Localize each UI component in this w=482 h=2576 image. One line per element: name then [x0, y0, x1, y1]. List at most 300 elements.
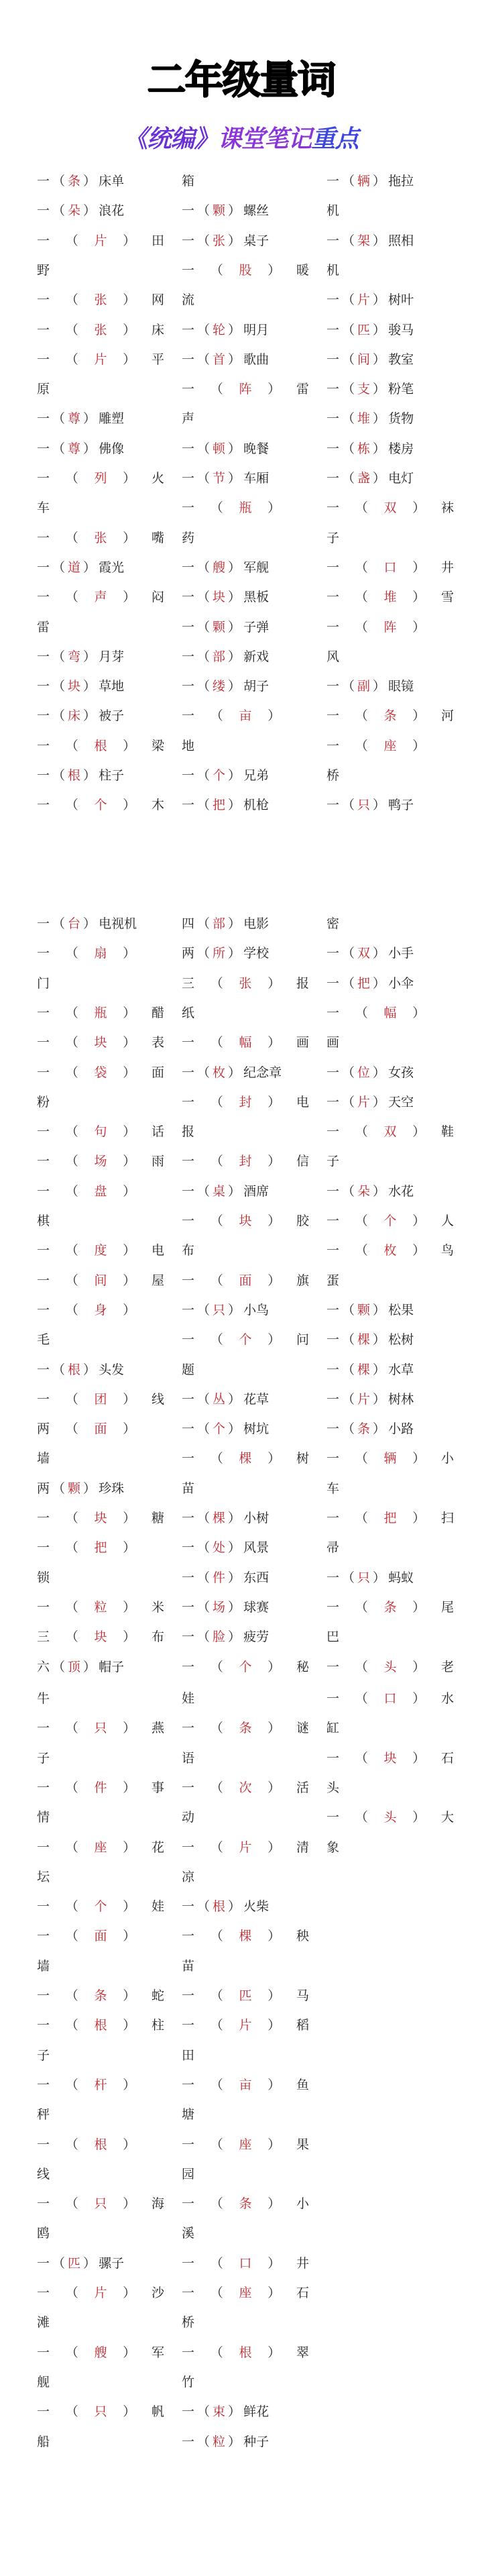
- entry-number: 一: [326, 798, 340, 812]
- entry-spacer: [152, 1921, 164, 1951]
- entry-continuation: 田: [182, 2048, 195, 2063]
- close-paren: ）: [123, 1511, 136, 1525]
- open-paren: （: [197, 620, 210, 635]
- entry-noun: 表: [151, 1035, 164, 1050]
- open-paren: （: [65, 1780, 78, 1795]
- open-paren: （: [52, 203, 66, 218]
- close-paren: ）: [267, 1780, 281, 1795]
- entry-number: 一: [326, 590, 340, 604]
- entry-number: 一: [37, 1065, 50, 1080]
- open-paren: （: [342, 323, 355, 337]
- measure-word-entry: [326, 1743, 454, 1773]
- close-paren: ）: [123, 233, 136, 248]
- entry-noun: 小: [296, 2196, 309, 2211]
- close-paren: ）: [412, 1691, 426, 1706]
- entry-number: 一: [182, 2286, 195, 2300]
- measure-word-entry: [37, 196, 164, 225]
- entry-continuation: 坛: [37, 1870, 50, 1884]
- open-paren: （: [65, 1988, 78, 2003]
- measure-word: 道: [68, 560, 81, 575]
- open-paren: （: [210, 2256, 223, 2271]
- close-paren: ）: [267, 1929, 281, 1943]
- measure-word: 块: [383, 1751, 397, 1766]
- measure-word-entry: [182, 2041, 309, 2070]
- entry-number: 一: [326, 233, 340, 248]
- entry-spacer: [441, 731, 454, 761]
- entry-noun: 鲜花: [243, 2404, 269, 2419]
- open-paren: （: [342, 174, 355, 189]
- close-paren: ）: [123, 2286, 136, 2300]
- entry-number: 一: [37, 2137, 50, 2152]
- measure-word: 片: [94, 352, 107, 367]
- open-paren: （: [52, 174, 66, 189]
- measure-word-entry: [326, 1206, 454, 1236]
- close-paren: ）: [373, 976, 386, 991]
- measure-word-entry: [326, 1563, 454, 1593]
- entry-noun: 小: [440, 1451, 454, 1466]
- entry-continuation: 车: [326, 1481, 340, 1496]
- open-paren: （: [65, 1154, 78, 1169]
- close-paren: ）: [267, 1214, 281, 1228]
- entry-continuation: 布: [182, 1243, 195, 1258]
- open-paren: （: [65, 1065, 78, 1080]
- entry-noun: 歌曲: [243, 352, 269, 367]
- open-paren: （: [210, 1929, 223, 1943]
- measure-word-entry: [182, 1533, 309, 1562]
- entry-noun: 东西: [243, 1570, 269, 1585]
- entry-noun: 人: [440, 1214, 454, 1228]
- measure-word-entry: [182, 553, 309, 582]
- open-paren: （: [52, 1481, 66, 1496]
- entry-continuation: 缸: [326, 1721, 340, 1735]
- entry-continuation: 棋: [37, 1214, 50, 1228]
- close-paren: ）: [412, 708, 426, 723]
- measure-word-entry: [182, 1177, 309, 1206]
- open-paren: （: [342, 1332, 355, 1347]
- entry-number: 一: [326, 1332, 340, 1347]
- entry-continuation: 粉: [37, 1095, 50, 1110]
- close-paren: ）: [267, 2345, 281, 2360]
- measure-word-entry: [182, 2218, 309, 2248]
- entry-noun: 石: [440, 1751, 454, 1766]
- entry-noun: 胶: [296, 1214, 309, 1228]
- close-paren: ）: [267, 500, 281, 515]
- open-paren: （: [65, 1540, 78, 1555]
- measure-word-entry: [182, 1414, 309, 1444]
- measure-word-entry: [37, 2427, 164, 2457]
- entry-noun: 被子: [99, 708, 125, 723]
- open-paren: （: [210, 1988, 223, 2003]
- measure-word-entry: [37, 374, 164, 404]
- close-paren: ）: [123, 1124, 136, 1139]
- close-paren: ）: [123, 1421, 136, 1436]
- entry-noun: 大: [440, 1810, 454, 1825]
- entry-number: 一: [37, 560, 50, 575]
- measure-word: 亩: [239, 2078, 252, 2092]
- entry-noun: 蚂蚁: [388, 1570, 414, 1585]
- entry-number: 一: [182, 1065, 195, 1080]
- entry-number: 一: [182, 1184, 195, 1199]
- close-paren: ）: [267, 1721, 281, 1735]
- measure-word-entry: [37, 315, 164, 345]
- measure-word-entry: [182, 2338, 309, 2367]
- measure-word-entry: [37, 1414, 164, 1444]
- close-paren: ）: [123, 1600, 136, 1615]
- close-paren: ）: [228, 441, 241, 456]
- measure-word: 把: [383, 1511, 397, 1525]
- close-paren: ）: [412, 1243, 426, 1258]
- entry-noun: 草地: [99, 679, 125, 694]
- measure-word-entry: [182, 2308, 309, 2337]
- open-paren: （: [197, 1511, 210, 1525]
- close-paren: ）: [228, 1184, 241, 1199]
- measure-word: 颗: [357, 1303, 371, 1318]
- measure-word-entry: [326, 1533, 454, 1562]
- measure-word: 缕: [213, 679, 226, 694]
- entry-spacer: [152, 1533, 164, 1562]
- entry-number: 一: [182, 1273, 195, 1288]
- measure-word: 弯: [68, 649, 81, 664]
- entry-continuation: 雷: [37, 620, 50, 635]
- open-paren: （: [342, 233, 355, 248]
- measure-word: 扇: [94, 946, 107, 961]
- open-paren: （: [197, 1629, 210, 1644]
- measure-word-entry: [326, 404, 454, 433]
- measure-word: 丛: [213, 1392, 226, 1407]
- close-paren: ）: [228, 2434, 241, 2449]
- close-paren: ）: [123, 1899, 136, 1914]
- close-paren: ）: [123, 1303, 136, 1318]
- measure-word: 封: [239, 1095, 252, 1110]
- entry-noun: 浪花: [99, 203, 125, 218]
- measure-word-entry: [182, 998, 309, 1028]
- measure-word: 粒: [213, 2434, 226, 2449]
- measure-word-entry: [182, 790, 309, 820]
- entry-noun: 木: [151, 798, 164, 812]
- measure-word: 张: [94, 292, 107, 307]
- measure-word-entry: [37, 1652, 164, 1682]
- close-paren: ）: [267, 382, 281, 396]
- measure-word-entry: [37, 642, 164, 672]
- measure-word-entry: [182, 1951, 309, 1981]
- entry-noun: 子弹: [243, 620, 269, 635]
- entry-number: 两: [37, 1421, 50, 1436]
- subtitle: [123, 127, 358, 152]
- entry-noun: 稻: [296, 2018, 309, 2033]
- entry-number: 一: [326, 441, 340, 456]
- close-paren: ）: [123, 292, 136, 307]
- measure-word-entry: [37, 2308, 164, 2337]
- close-paren: ）: [123, 323, 136, 337]
- entry-number: 一: [326, 1691, 340, 1706]
- close-paren: ）: [373, 1303, 386, 1318]
- entry-number: 一: [326, 174, 340, 189]
- measure-word: 只: [213, 1303, 226, 1318]
- entry-number: 一: [326, 1660, 340, 1674]
- measure-word-entry: [326, 1087, 454, 1117]
- measure-word: 块: [68, 679, 81, 694]
- measure-word-entry: [37, 1146, 164, 1176]
- measure-word: 双: [383, 500, 397, 515]
- close-paren: ）: [83, 2256, 97, 2271]
- measure-word: 度: [94, 1243, 107, 1258]
- entry-number: 一: [37, 1780, 50, 1795]
- measure-word-entry: [326, 434, 454, 464]
- entry-noun: 头发: [99, 1362, 125, 1377]
- measure-word: 粒: [94, 1600, 107, 1615]
- measure-word: 堆: [357, 411, 371, 426]
- open-paren: （: [355, 1124, 368, 1139]
- measure-word: 次: [239, 1780, 252, 1795]
- entry-number: 一: [326, 976, 340, 991]
- open-paren: （: [197, 1600, 210, 1615]
- open-paren: （: [65, 1035, 78, 1050]
- open-paren: （: [65, 1600, 78, 1615]
- measure-word-entry: [182, 315, 309, 345]
- close-paren: ）: [123, 1065, 136, 1080]
- entry-noun: 拖拉: [388, 174, 414, 189]
- measure-word-entry: [182, 1921, 309, 1951]
- entry-continuation: 帚: [326, 1540, 340, 1555]
- entry-noun: 眼镜: [388, 679, 414, 694]
- open-paren: （: [355, 1214, 368, 1228]
- close-paren: ）: [228, 323, 241, 337]
- open-paren: （: [52, 768, 66, 783]
- open-paren: （: [342, 679, 355, 694]
- close-paren: ）: [412, 1214, 426, 1228]
- measure-word: 个: [213, 1421, 226, 1436]
- close-paren: ）: [373, 1095, 386, 1110]
- measure-word: 身: [94, 1303, 107, 1318]
- measure-word: 条: [357, 1421, 371, 1436]
- measure-word-entry: [326, 1177, 454, 1206]
- open-paren: （: [210, 1273, 223, 1288]
- measure-word: 部: [213, 649, 226, 664]
- close-paren: ）: [373, 174, 386, 189]
- measure-word: 团: [94, 1392, 107, 1407]
- open-paren: （: [342, 946, 355, 961]
- measure-word-entry: [326, 315, 454, 345]
- entry-number: 一: [37, 739, 50, 753]
- entry-noun: 石: [296, 2286, 309, 2300]
- entry-continuation: 牛: [37, 1691, 50, 1706]
- close-paren: ）: [123, 2137, 136, 2152]
- open-paren: （: [52, 679, 66, 694]
- entry-noun: 霞光: [99, 560, 125, 575]
- measure-word-entry: [37, 998, 164, 1028]
- measure-word: 盘: [94, 1184, 107, 1199]
- entry-noun: 线: [151, 1392, 164, 1407]
- entry-number: 一: [182, 1929, 195, 1943]
- open-paren: （: [65, 2404, 78, 2419]
- entry-continuation: 子: [37, 1751, 50, 1766]
- entry-noun: 雨: [151, 1154, 164, 1169]
- measure-word-entry: [326, 938, 454, 968]
- entry-continuation: 园: [182, 2167, 195, 2182]
- close-paren: ）: [412, 1600, 426, 1615]
- entry-number: 一: [182, 1840, 195, 1855]
- measure-word: 桌: [213, 1184, 226, 1199]
- entry-noun: 骏马: [388, 323, 414, 337]
- entry-number: 两: [37, 1481, 50, 1496]
- close-paren: ）: [267, 2018, 281, 2033]
- close-paren: ）: [373, 382, 386, 396]
- measure-word-entry: [182, 404, 309, 433]
- entry-number: 三: [37, 1629, 50, 1644]
- close-paren: ）: [267, 2196, 281, 2211]
- measure-word: 条: [383, 708, 397, 723]
- subtitle-part-4: 重点: [311, 125, 359, 153]
- measure-word-entry: [182, 1563, 309, 1593]
- measure-word-entry: [326, 256, 454, 285]
- measure-word-entry: [182, 2010, 309, 2040]
- measure-word-entry: [326, 1503, 454, 1533]
- measure-word-entry: [37, 1981, 164, 2010]
- close-paren: ）: [228, 1629, 241, 1644]
- entry-continuation: 桥: [326, 768, 340, 783]
- close-paren: ）: [123, 1929, 136, 1943]
- close-paren: ）: [412, 1810, 426, 1825]
- open-paren: （: [65, 2196, 78, 2211]
- open-paren: （: [65, 2345, 78, 2360]
- open-paren: （: [65, 292, 78, 307]
- entry-number: 一: [182, 323, 195, 337]
- measure-word-entry: [326, 523, 454, 553]
- entry-continuation: 凉: [182, 1870, 195, 1884]
- open-paren: （: [52, 2256, 66, 2271]
- measure-word-entry: [326, 1058, 454, 1087]
- close-paren: ）: [228, 916, 241, 931]
- entry-number: 一: [37, 590, 50, 604]
- entry-continuation: 机: [326, 203, 340, 218]
- measure-word-entry: [37, 2397, 164, 2426]
- entry-noun: 帽子: [99, 1660, 125, 1674]
- measure-word-entry: [326, 374, 454, 404]
- entry-number: 一: [326, 1600, 340, 1615]
- entry-noun: 雷: [296, 382, 309, 396]
- measure-word-entry: [182, 1503, 309, 1533]
- close-paren: ）: [228, 1392, 241, 1407]
- entry-continuation: 语: [182, 1751, 195, 1766]
- measure-word-entry: [182, 166, 309, 196]
- entry-number: 一: [182, 679, 195, 694]
- close-paren: ）: [373, 233, 386, 248]
- close-paren: ）: [267, 1154, 281, 1169]
- entry-spacer: [152, 1295, 164, 1325]
- close-paren: ）: [228, 1600, 241, 1615]
- close-paren: ）: [228, 352, 241, 367]
- entry-number: 一: [37, 708, 50, 723]
- entry-number: 一: [182, 1629, 195, 1644]
- open-paren: （: [197, 471, 210, 486]
- entry-noun: 明月: [243, 323, 269, 337]
- measure-word-entry: [37, 2189, 164, 2218]
- measure-word: 双: [357, 946, 371, 961]
- entry-noun: 机枪: [243, 798, 269, 812]
- open-paren: （: [210, 1035, 223, 1050]
- entry-noun: 平: [151, 352, 164, 367]
- measure-word-entry: [182, 1028, 309, 1057]
- open-paren: （: [197, 590, 210, 604]
- entry-noun: 网: [151, 292, 164, 307]
- measure-word-entry: [326, 493, 454, 523]
- measure-word: 块: [94, 1629, 107, 1644]
- entry-noun: 照相: [388, 233, 414, 248]
- measure-word-entry: [37, 582, 164, 612]
- entry-continuation: 船: [37, 2434, 50, 2449]
- measure-word: 只: [357, 798, 371, 812]
- open-paren: （: [355, 1751, 368, 1766]
- measure-word-entry: [182, 1355, 309, 1385]
- measure-word-entry: [37, 1593, 164, 1622]
- measure-word-entry: [326, 196, 454, 225]
- open-paren: （: [65, 323, 78, 337]
- measure-word-entry: [37, 464, 164, 493]
- measure-word-entry: [182, 2249, 309, 2278]
- entry-noun: 珍珠: [99, 1481, 125, 1496]
- page-title: 二年级量词: [147, 57, 335, 103]
- measure-word-entry: [326, 761, 454, 790]
- entry-number: 一: [326, 1421, 340, 1436]
- close-paren: ）: [228, 768, 241, 783]
- entry-number: 一: [326, 411, 340, 426]
- measure-word: 块: [239, 1214, 252, 1228]
- measure-word-entry: [37, 1622, 164, 1652]
- close-paren: ）: [412, 620, 426, 635]
- entry-number: 一: [37, 916, 50, 931]
- open-paren: （: [197, 1184, 210, 1199]
- measure-word-entry: [182, 969, 309, 998]
- open-paren: （: [65, 1184, 78, 1199]
- open-paren: （: [65, 471, 78, 486]
- open-paren: （: [65, 1392, 78, 1407]
- measure-word-entry: [182, 2397, 309, 2426]
- entry-number: 六: [37, 1660, 50, 1674]
- measure-word-entry: [182, 256, 309, 285]
- close-paren: ）: [373, 798, 386, 812]
- close-paren: ）: [228, 2404, 241, 2419]
- entry-noun: 货物: [388, 411, 414, 426]
- open-paren: （: [210, 1721, 223, 1735]
- entry-number: 一: [182, 1988, 195, 2003]
- measure-word: 朵: [68, 203, 81, 218]
- measure-word-entry: [37, 553, 164, 582]
- entry-number: 一: [37, 1840, 50, 1855]
- entry-number: 一: [37, 1124, 50, 1139]
- measure-word-entry: [182, 909, 309, 938]
- close-paren: ）: [123, 2078, 136, 2092]
- close-paren: ）: [228, 798, 241, 812]
- measure-word-entry: [37, 2010, 164, 2040]
- measure-word: 头: [383, 1660, 397, 1674]
- entry-number: 一: [37, 1600, 50, 1615]
- entry-noun: 醋: [151, 1006, 164, 1020]
- measure-word-entry: [37, 404, 164, 433]
- measure-word: 部: [213, 916, 226, 931]
- entry-continuation: 桥: [182, 2315, 195, 2330]
- measure-word: 根: [213, 1899, 226, 1914]
- close-paren: ）: [228, 1511, 241, 1525]
- open-paren: （: [65, 1511, 78, 1525]
- measure-word-entry: [182, 1773, 309, 1803]
- entry-number: 一: [182, 1899, 195, 1914]
- close-paren: ）: [228, 679, 241, 694]
- close-paren: ）: [83, 708, 97, 723]
- entry-number: 一: [37, 471, 50, 486]
- close-paren: ）: [412, 1511, 426, 1525]
- entry-noun: 小手: [388, 946, 414, 961]
- measure-word: 条: [383, 1600, 397, 1615]
